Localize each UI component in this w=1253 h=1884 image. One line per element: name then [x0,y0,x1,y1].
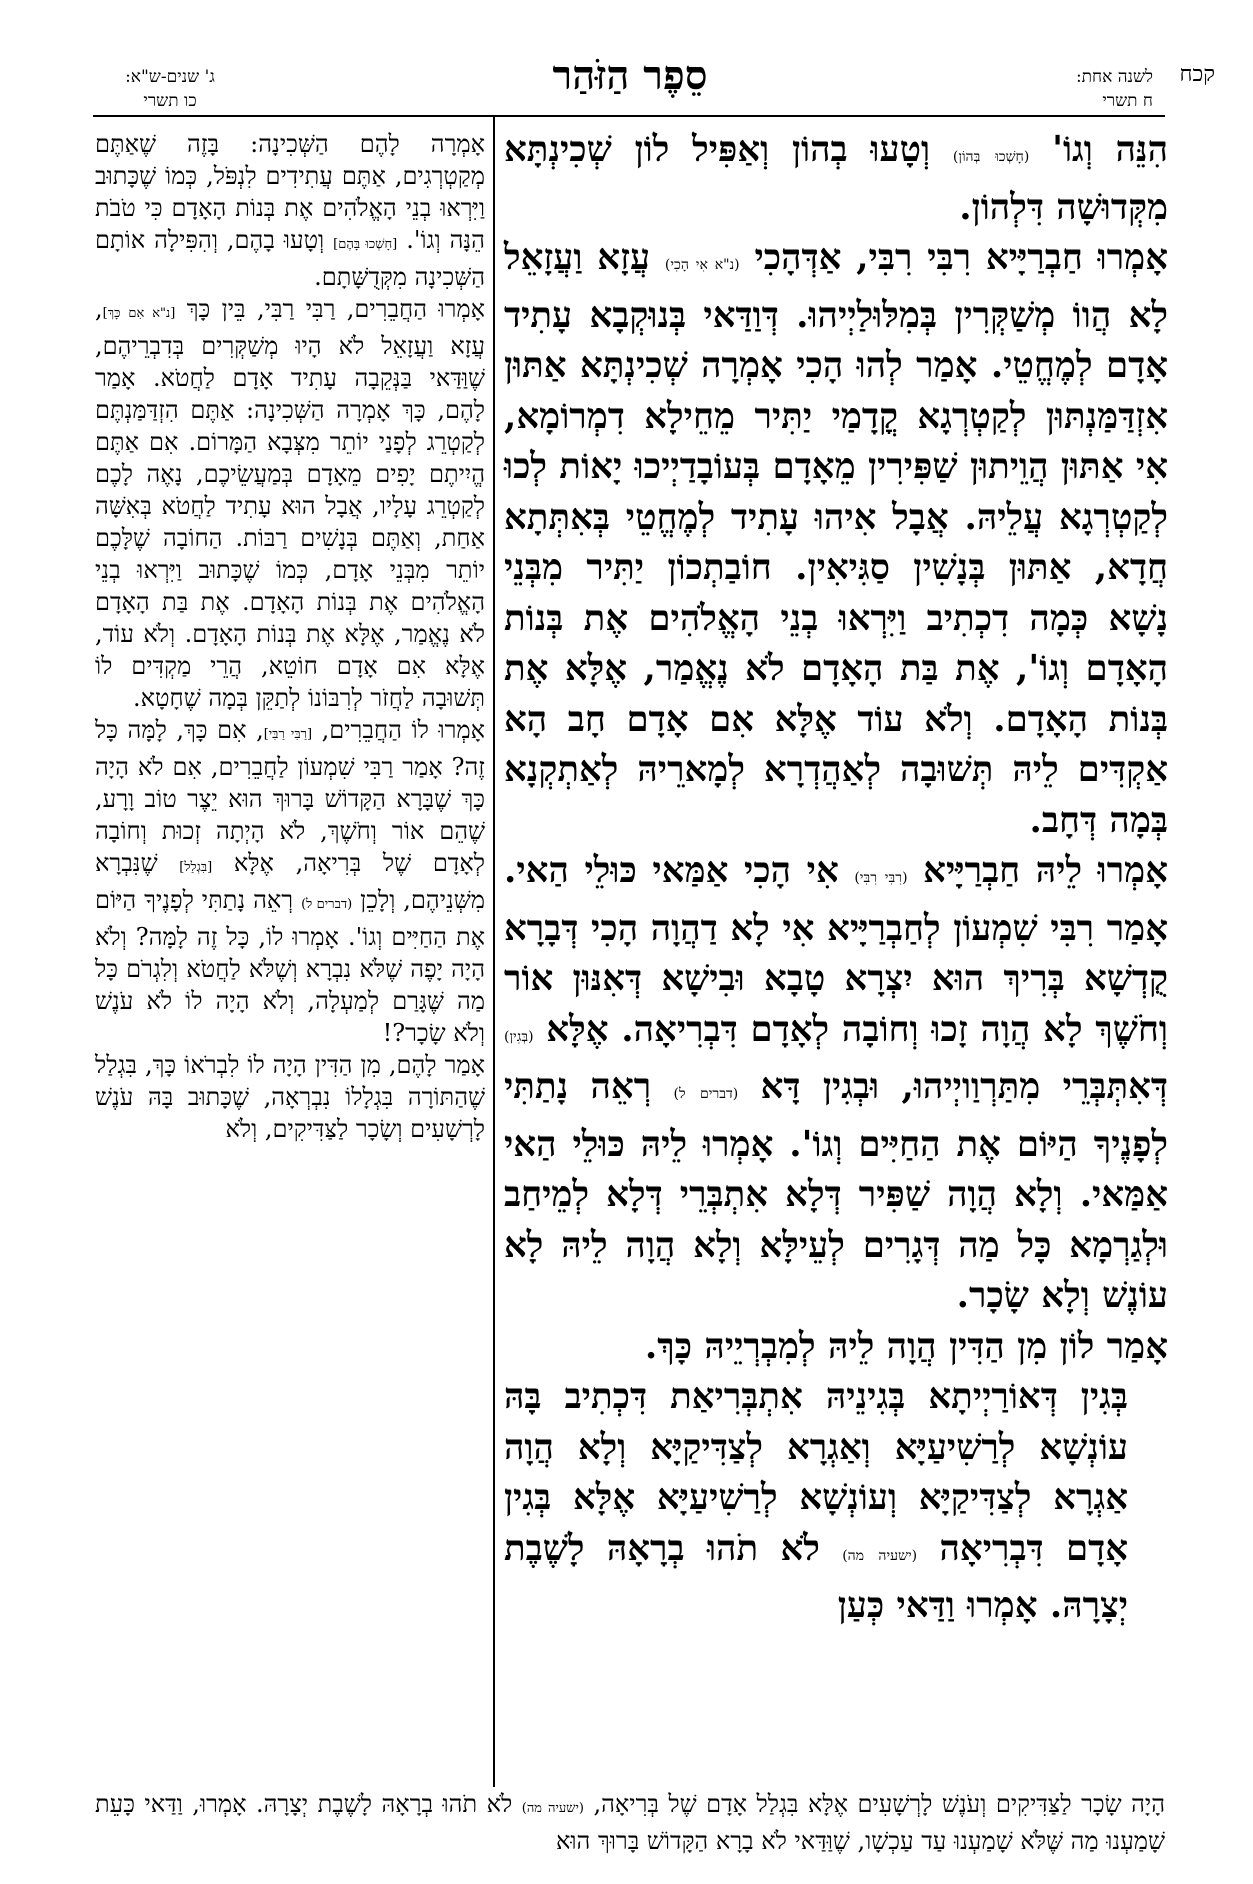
inline-note: (רִבִּי רִבִּי) [854,870,908,886]
inline-note: (בְּגִין) [504,1028,534,1045]
inline-note: (ישעיה מה) [842,1547,918,1564]
page-number: קכח [1179,62,1215,87]
inline-note: (ישעיה מה) [521,1801,584,1816]
inline-note: [בִּגְלַל] [179,860,213,875]
translation-column [95,128,485,1145]
inline-note: (דברים ל) [301,897,353,912]
inline-note: (נ"א אִי הָכִי) [664,257,740,273]
inline-note: [נ"א אִם כָּךְ] [102,306,176,321]
book-title: סֵפֶר הַזֹּהַר [552,52,708,99]
translation-continuation [95,1788,1165,1857]
inline-note: [חָשְׁכוּ בָּהֶם] [333,237,398,252]
inline-note: (דברים ל) [673,1086,739,1102]
main-paragraph: אָמְרוּ חַבְרַיָּיא רִבִּי רִבִּי, אַדְּהָכִי (נ"א אִי הָכִי) עֲזָא וַעֲזָאֵל לָא הֲווֹ מְשַׁקְּרִין בְּמִלּוּלַיְיהוּ. דְּוַדַּאי בְּנוּקְבָא עָתִיד אָדָם לְמֶחֱטֵי. אָמַר לְהוּ הָכִי אָמְרָה שְׁכִינְתָּא אַתּוּן אִזְדַּמַּנְתּוּן לְקַטְרְגָא קֳדָמַי יַתִּיר מֵחֵילָא דִמְרוֹמָא, אִי אַתּוּן הֲוֵיתוּן שַׁפִּירִין מֵאָדָם בְּעוֹבָדַיְיכוּ יָאוֹת לְכוּ לְקַטְרְגָא עֲלֵיהּ. אֲבָל אִיהוּ עָתִיד לְמֶחֱטֵי בְּאִתְּתָא חֲדָא, אַתּוּן בְּנָשִׁין סַגִּיאִין. חוֹבַתְכוֹן יַתִּיר מִבְּנֵי נָשָׁא כְּמָה דִכְתִיב וַיִּרְאוּ בְנֵי הָאֱלֹהִים אֶת בְּנוֹת הָאָדָם וְגוֹ', אֶת בַּת הָאָדָם לֹא נֶאֱמַר, אֶלָּא אֶת בְּנוֹת הָאָדָם. וְלֹא עוֹד אֶלָּא אִם אָדָם חָב הָא אַקְדִּים לֵיהּ תְּשׁוּבָה לְאַהֲדְרָא לְמָארֵיהּ לְאַתְקְנָא בְּמָה דְּחָב. [504,237,1168,841]
inline-note: [רַבִּי רַבִּי] [263,727,313,742]
header-right [915,60,1215,120]
study-plan-one-year: לשנה אחת: [1075,67,1153,87]
main-paragraph: הִנֵּה וְגוֹ' (חָשְׁכוּ בְּהוֹן) וְטָעוּ בְהוֹן וְאַפִּיל לוֹן שְׁכִינְתָּא מִקְּדוּשָׁה דִּלְהוֹן. [504,129,1169,228]
main-paragraph: בְּגִין דְּאוֹרַיְיתָא בְּגִינֵיהּ אִתְבְּרִיאַת דִּכְתִיב בָּהּ עוֹנְשָׁא לְרַשִׁיעַיָּא וְאַגְרָא לְצַדִּיקַיָּא וְלָא הֲוָה אַגְרָא לְצַדִּיקַיָּא וְעוֹנְשָׁא לְרַשִׁיעַיָּא אֶלָּא בְּגִין אָדָם דִּבְרִיאָה (ישעיה מה) לֹא תֹהוּ בְרָאָהּ לָשֶׁבֶת יְצָרָהּ. אָמְרוּ וַדַּאי כְּעַן [504,1376,1128,1626]
main-paragraph: אָמַר לוֹן מִן הַדִּין הֲוָה לֵיהּ לְמִבְרְיֵיהּ כָּךְ. [644,1325,1168,1367]
translation-paragraph: אָמְרוּ לוֹ הַחֲבֵרִים, [רַבִּי רַבִּי], אִם כָּךְ, לָמָּה כָּל זֶה? אָמַר רַבִּי שִׁמְעוֹן לַחֲבֵרִים, אִם לֹא הָיָה כָּךְ שֶׁבָּרָא הַקָּדוֹשׁ בָּרוּךְ הוּא יֵצֶר טוֹב וָרָע, שֶׁהֵם אוֹר וְחֹשֶׁךְ, לֹא הָיְתָה זְכוּת וְחוֹבָה לְאָדָם שֶׁל בְּרִיאָה, אֶלָּא [בִּגְלַל] שֶׁנִּבְרָא מִשְּׁנֵיהֶם, וְלָכֵן (דברים ל) רְאֵה נָתַתִּי לְפָנֶיךָ הַיּוֹם אֶת הַחַיִּים וְגוֹ'. אָמְרוּ לוֹ, כָּל זֶה לָמָּה? וְלֹא הָיָה יָפֶה שֶׁלֹּא נִבְרָא וְשֶׁלֹּא לַחֲטֹא וְלִגְרֹם כָּל מַה שֶּׁגָּרַם לְמַעְלָה, וְלֹא הָיָה לוֹ לֹא עֹנֶשׁ וְלֹא שָׂכָר?! [95,716,486,1047]
main-paragraph: אָמְרוּ לֵיהּ חַבְרַיָּיא (רִבִּי רִבִּי) אִי הָכִי אַמַּאי כּוּלֵי הַאי. אָמַר רִבִּי שִׁמְעוֹן לְחַבְרַיָּיא אִי לָא דַהֲוָה הָכִי דְּבָרָא קֻדְשָׁא בְּרִיךְ הוּא יִצְרָא טָבָא וּבִישָׁא דְּאִנּוּן אוֹר וְחֹשֶׁךְ לָא הֲוָה זָכוּ וְחוֹבָה לְאָדָם דִּבְרִיאָה. אֶלָּא (בְּגִין) דְּאִתְּבְּרֵי מִתַּרְוַויְיהוּ, וּבְגִין דָּא (דברים ל) רְאֵה נָתַתִּי לְפָנֶיךָ הַיּוֹם אֶת הַחַיִּים וְגוֹ'. אָמְרוּ לֵיהּ כּוּלֵי הַאי אַמַּאי. וְלָא הֲוָה שַׁפִּיר דְּלָא אִתְבְּרֵי דְּלָא לְמֵיחַב וּלְגַרְמָא כָּל מַה דְּגָרִים לְעֵילָּא וְלָא הֲוָה לֵיהּ לָא עוֹנֶשׁ וְלָא שָׂכָר. [504,850,1169,1316]
study-date-one-year: ח תשרי [1102,91,1153,111]
translation-paragraph: אָמְרָה לָהֶם הַשְּׁכִינָה: בָּזֶה שֶׁאַתֶּם מְקַטְרְגִים, אַתֶּם עֲתִידִים לִנְפֹּל, כְּמוֹ שֶׁכָּתוּב וַיִּרְאוּ בְנֵי הָאֱלֹהִים אֶת בְּנוֹת הָאָדָם כִּי טֹבֹת הֵנָּה וְגוֹ'. [חָשְׁכוּ בָּהֶם] וְטָעוּ בָהֶם, וְהִפִּילָה אוֹתָם הַשְּׁכִינָה מִקְּדֻשָּׁתָם. [95,130,485,291]
header-left [95,60,335,120]
inline-note: (חָשְׁכוּ בְּהוֹן) [952,149,1030,165]
header-rule [93,115,1165,117]
study-plan-three-year: ג' שנים-ש"א: [125,67,215,87]
study-date-three-year: כו תשרי [143,91,197,111]
main-text-column [504,125,1168,1632]
translation-paragraph: אָמַר לָהֶם, מִן הַדִּין הָיָה לוֹ לִבְרֹאוֹ כָּךְ, בִּגְלַל שֶׁהַתּוֹרָה בִּגְלָלוֹ נִבְרְאָה, שֶׁכָּתוּב בָּהּ עֹנֶשׁ לָרְשָׁעִים וְשָׂכָר לַצַּדִּיקִים, וְלֹא [95,1051,485,1143]
translation-paragraph: הָיָה שָׂכָר לַצַּדִּיקִים וְעֹנֶשׁ לָרְשָׁעִים אֶלָּא בִּגְלַל אָדָם שֶׁל בְּרִיאָה, (ישעיה מה) לֹא תֹהוּ בְרָאָהּ לָשֶׁבֶת יְצָרָהּ. אָמְרוּ, וַדַּאי כָּעֵת שָׁמַעְנוּ מַה שֶּׁלֹּא שָׁמַעְנוּ עַד עַכְשָׁו, שֶׁוַּדַּאי לֹא בָרָא הַקָּדוֹשׁ בָּרוּךְ הוּא [95,1790,1165,1855]
column-divider [493,117,495,1787]
translation-paragraph: אָמְרוּ הַחֲבֵרִים, רַבִּי רַבִּי, בֵּין כָּךְ [נ"א אִם כָּךְ], עֲזָא וַעֲזָאֵל לֹא הָיוּ מְשַׁקְּרִים בְּדִבְרֵיהֶם, שֶׁוַּדַּאי בַּנְּקֵבָה עָתִיד אָדָם לַחֲטֹא. אָמַר לָהֶם, כָּךְ אָמְרָה הַשְּׁכִינָה: אַתֶּם הִזְדַּמַּנְתֶּם לְקַטְרֵג לְפָנַי יוֹתֵר מִצְּבָא הַמָּרוֹם. אִם אַתֶּם הֱיִיתֶם יָפִים מֵאָדָם בְּמַעֲשֵׂיכֶם, נָאֶה לָכֶם לְקַטְרֵג עָלָיו, אֲבָל הוּא עָתִיד לַחֲטֹא בְּאִשָּׁה אַחַת, וְאַתֶּם בְּנָשִׁים רַבּוֹת. הַחוֹבָה שֶׁלָּכֶם יוֹתֵר מִבְּנֵי אָדָם, כְּמוֹ שֶׁכָּתוּב וַיִּרְאוּ בְנֵי הָאֱלֹהִים אֶת בְּנוֹת הָאָדָם. אֶת בַּת הָאָדָם לֹא נֶאֱמַר, אֶלָּא אֶת בְּנוֹת הָאָדָם. וְלֹא עוֹד, אֶלָּא אִם אָדָם חוֹטֵא, הֲרֵי מַקְדִּים לוֹ תְּשׁוּבָה לַחֲזֹר לְרִבּוֹנוֹ לְתַקֵּן בְּמָה שֶׁחָטָא. [95,295,485,712]
